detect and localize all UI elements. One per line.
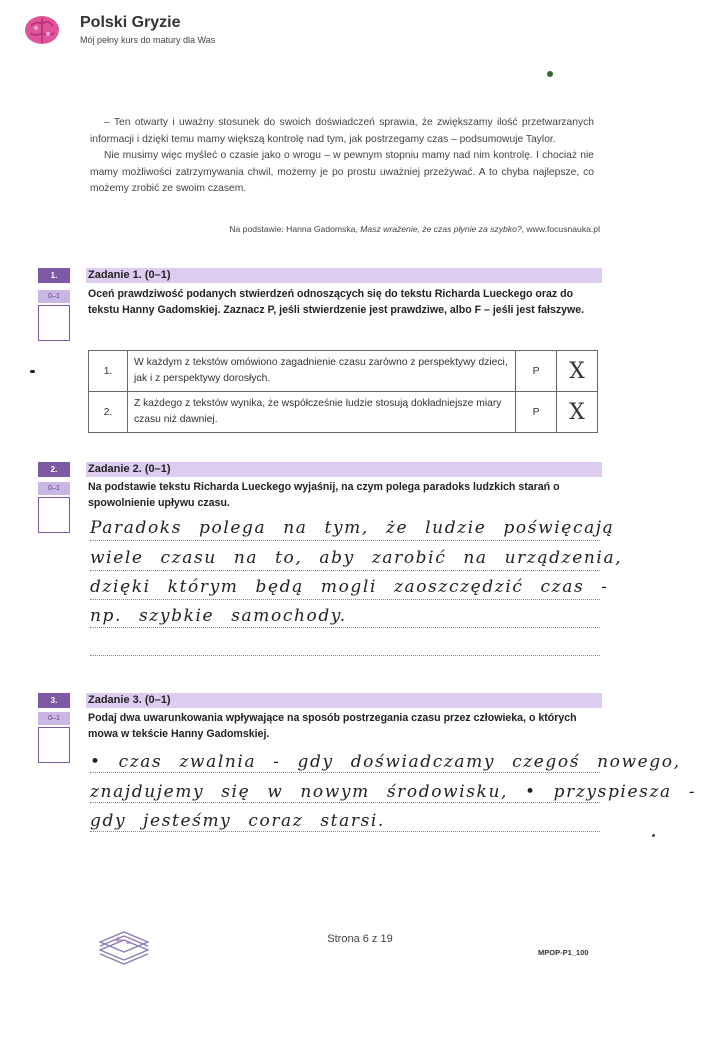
task-score: 0–1	[38, 290, 70, 303]
answer-line	[90, 540, 600, 541]
option-p[interactable]: P	[516, 392, 557, 433]
task-title: Zadanie 1. (0–1)	[88, 269, 171, 281]
answer-line	[90, 802, 600, 803]
task-title: Zadanie 3. (0–1)	[88, 694, 171, 706]
task-instruction: Na podstawie tekstu Richarda Lueckego wyjaśnij, na czym polega paradoks ludzkich starań o spowolnienie upływu czasu.	[88, 481, 560, 509]
table-row	[89, 351, 598, 392]
score-box	[38, 305, 70, 341]
brand-name: Polski Gryzie	[80, 14, 181, 31]
page-number: Strona 6 z 19	[327, 933, 393, 945]
exam-code: MPOP-P1_100	[538, 948, 589, 957]
task-number: 2.	[38, 462, 70, 477]
passage-text	[90, 115, 594, 198]
task-instruction: Podaj dwa uwarunkowania wpływające na sposób postrzegania czasu przez człowieka, o których mowa w tekście Hanny Gadomskiej.	[88, 712, 577, 740]
table-row	[89, 392, 598, 433]
option-p[interactable]: P	[516, 351, 557, 392]
source-suffix: , www.focusnauka.pl	[521, 224, 600, 234]
answer-line	[90, 599, 600, 600]
stray-mark	[30, 370, 35, 373]
brand-tagline: Mój pełny kurs do matury dla Was	[80, 35, 216, 45]
true-false-table	[88, 350, 598, 433]
statement: Z każdego z tekstów wynika, że współcześnie ludzie stosują dokładniejsze miary czasu niż dawniej.	[128, 392, 516, 433]
score-box	[38, 497, 70, 533]
handwritten-answer-line[interactable]: np. szybkie samochody.	[90, 606, 347, 626]
answer-line	[90, 831, 600, 832]
stray-dot	[652, 834, 655, 837]
source-citation	[90, 224, 600, 234]
task-title: Zadanie 2. (0–1)	[88, 463, 171, 475]
stray-dot	[547, 71, 553, 77]
passage-paragraph: Nie musimy więc myśleć o czasie jako o wrogu – w pewnym stopniu mamy nad nim kontrolę. I chociaż nie mamy możliwości zatrzymywania chwil, możemy je po prostu uważniej przeżywać. A to chyba najlepsze, co możemy zrobić ze swoim czasem.	[90, 150, 594, 194]
handwritten-answer-line[interactable]: znajdujemy się w nowym środowisku, • przyspiesza -	[90, 782, 697, 802]
task-score: 0–1	[38, 482, 70, 495]
handwritten-answer-line[interactable]: gdy jesteśmy coraz starsi.	[90, 811, 385, 831]
row-number: 1.	[89, 351, 128, 392]
handwritten-answer-line[interactable]: wiele czasu na to, aby zarobić na urządzenia,	[90, 548, 623, 568]
answer-line	[90, 570, 600, 571]
option-f-marked[interactable]: X	[557, 392, 598, 433]
row-number: 2.	[89, 392, 128, 433]
task-number: 3.	[38, 693, 70, 708]
source-title: Masz wrażenie, że czas płynie za szybko?	[360, 224, 522, 234]
answer-line	[90, 627, 600, 628]
brain-logo-icon	[22, 12, 62, 48]
source-prefix: Na podstawie: Hanna Gadomska,	[229, 224, 361, 234]
handwritten-answer-line[interactable]: • czas zwalnia - gdy doświadczamy czegoś nowego,	[90, 752, 681, 772]
score-box	[38, 727, 70, 763]
handwritten-answer-line[interactable]: dzięki którym będą mogli zaoszczędzić czas -	[90, 577, 609, 597]
task-instruction: Oceń prawdziwość podanych stwierdzeń odnoszących się do tekstu Richarda Lueckego oraz do tekstu Hanny Gadomskiej. Zaznacz P, jeśli stwierdzenie jest prawdziwe, albo F – jeśli jest fałszywe.	[88, 288, 585, 316]
passage-paragraph: – Ten otwarty i uważny stosunek do swoich doświadczeń sprawia, że zwiększamy ilość przetwarzanych informacji i dzięki temu mamy większą kontrolę nad tym, jak postrzegamy czas – podsumowuje Taylor.	[90, 117, 594, 145]
answer-line	[90, 772, 600, 773]
handwritten-answer-line[interactable]: Paradoks polega na tym, że ludzie poświęcają	[90, 518, 615, 538]
option-f-marked[interactable]: X	[557, 351, 598, 392]
statement: W każdym z tekstów omówiono zagadnienie czasu zarówno z perspektywy dzieci, jak i z perspektywy dorosłych.	[128, 351, 516, 392]
task-score: 0–1	[38, 712, 70, 725]
task-number: 1.	[38, 268, 70, 283]
answer-line	[90, 655, 600, 656]
